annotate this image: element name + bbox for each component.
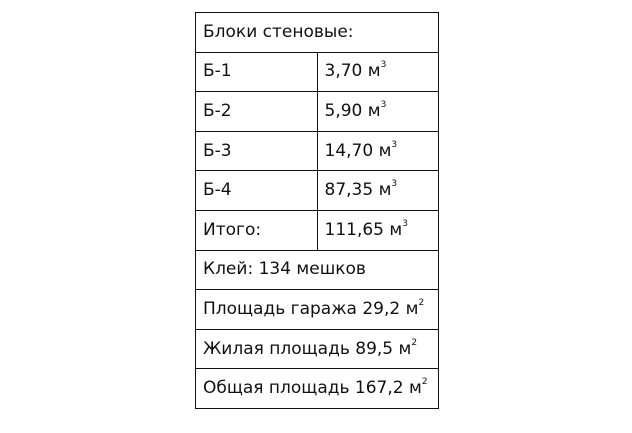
total-label: Итого: bbox=[196, 210, 318, 250]
total-area bbox=[196, 369, 439, 409]
unit-exponent: 2 bbox=[411, 337, 418, 348]
volume-value: 87,35 м bbox=[324, 180, 392, 201]
unit-exponent: 3 bbox=[380, 60, 387, 71]
volume-value: 14,70 м bbox=[324, 140, 392, 161]
block-row-b1 bbox=[196, 52, 439, 92]
living-area bbox=[196, 329, 439, 369]
volume-value: 5,90 м bbox=[324, 100, 381, 121]
block-code: Б-1 bbox=[196, 52, 318, 92]
unit-exponent: 3 bbox=[391, 139, 398, 150]
garage-area bbox=[196, 290, 439, 330]
area-text: Общая площадь 167,2 м bbox=[203, 378, 422, 399]
block-row-b2 bbox=[196, 92, 439, 132]
block-volume bbox=[317, 52, 439, 92]
wall-blocks-table bbox=[195, 12, 439, 409]
block-row-b3 bbox=[196, 131, 439, 171]
unit-exponent: 3 bbox=[391, 179, 398, 190]
glue-amount: Клей: 134 мешков bbox=[196, 250, 439, 290]
block-code: Б-3 bbox=[196, 131, 318, 171]
table-header-row bbox=[196, 13, 439, 53]
total-value: 111,65 м bbox=[324, 219, 403, 240]
total-volume bbox=[317, 210, 439, 250]
glue-row bbox=[196, 250, 439, 290]
block-volume bbox=[317, 92, 439, 132]
block-code: Б-4 bbox=[196, 171, 318, 211]
block-code: Б-2 bbox=[196, 92, 318, 132]
unit-exponent: 2 bbox=[421, 377, 428, 388]
volume-value: 3,70 м bbox=[324, 61, 381, 82]
total-row bbox=[196, 210, 439, 250]
unit-exponent: 3 bbox=[380, 99, 387, 110]
unit-exponent: 3 bbox=[402, 218, 408, 229]
area-text: Жилая площадь 89,5 м bbox=[203, 338, 412, 359]
block-volume bbox=[317, 171, 439, 211]
garage-area-row bbox=[196, 290, 439, 330]
table-header: Блоки стеновые: bbox=[196, 13, 439, 53]
area-text: Площадь гаража 29,2 м bbox=[203, 298, 419, 319]
block-volume bbox=[317, 131, 439, 171]
unit-exponent: 2 bbox=[418, 297, 425, 308]
total-area-row bbox=[196, 369, 439, 409]
living-area-row bbox=[196, 329, 439, 369]
block-row-b4 bbox=[196, 171, 439, 211]
